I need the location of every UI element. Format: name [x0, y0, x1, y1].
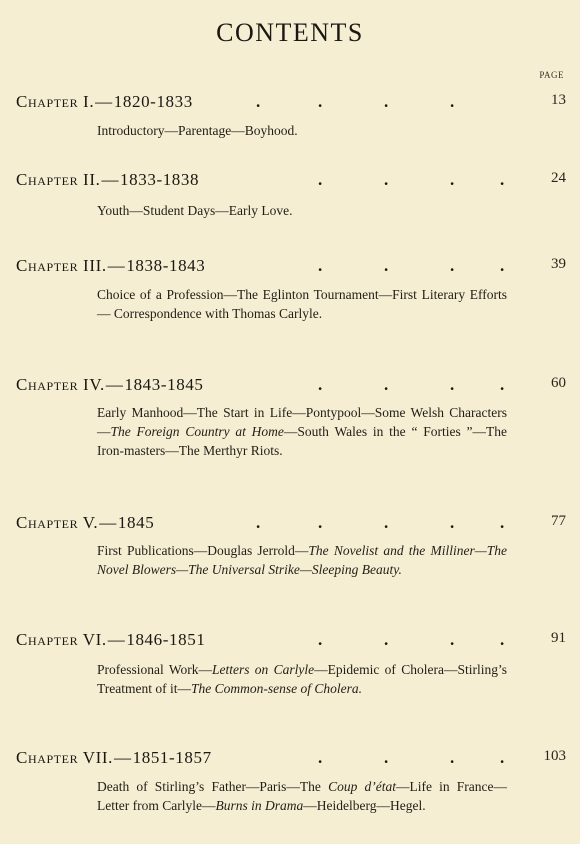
page-number: 91: [551, 630, 566, 646]
description-italic-title: Letters on Carlyle: [211, 662, 315, 677]
page-number: 103: [543, 748, 566, 764]
dot-leader: .: [318, 375, 323, 394]
dot-leader: .: [384, 256, 389, 275]
dot-leader: .: [500, 170, 505, 189]
chapter-label: Chapter V.—1845: [16, 513, 155, 532]
chapter-years: 1820-1833: [113, 92, 193, 111]
page-title: CONTENTS: [216, 18, 364, 47]
dot-leader: .: [450, 256, 455, 275]
dot-leader: .: [384, 92, 389, 111]
chapter-description: [97, 541, 507, 579]
dot-leader: .: [500, 256, 505, 275]
description-text: —South Wales in the “ Forties ”—The Iron-masters—The Merthyr Riots.: [97, 424, 507, 458]
chapter-line[interactable]: [16, 748, 566, 772]
description-text: First Publications—Douglas Jerrold—: [97, 543, 309, 558]
chapter-years: 1846-1851: [126, 630, 206, 649]
dot-leader: .: [256, 513, 261, 532]
chapter-label: Chapter VI.—1846-1851: [16, 630, 206, 649]
chapter-title: Chapter VI.: [16, 630, 107, 649]
chapter-title: Chapter I.: [16, 92, 95, 111]
description-text: —Epidemic of Cholera—Stirling’s Treatment of it—: [97, 662, 507, 696]
chapter-label: Chapter II.—1833-1838: [16, 170, 200, 189]
chapter-description: [97, 121, 507, 140]
description-text: Professional Work—: [97, 662, 212, 677]
description-italic-title: The Novelist and the Milliner—The Novel Blowers—The Universal Strike—Sleeping Beauty.: [97, 543, 507, 577]
chapter-label: Chapter IV.—1843-1845: [16, 375, 204, 394]
dot-leader: .: [318, 92, 323, 111]
dot-leader: .: [318, 170, 323, 189]
description-text: Death of Stirling’s Father—Paris—The: [97, 779, 329, 794]
chapter-line[interactable]: [16, 170, 566, 194]
dot-leader: .: [450, 513, 455, 532]
chapter-label: Chapter VII.—1851-1857: [16, 748, 212, 767]
chapter-description: [97, 403, 507, 460]
chapter-label: Chapter III.—1838-1843: [16, 256, 206, 275]
dot-leader: .: [384, 513, 389, 532]
chapter-description: [97, 660, 507, 698]
dot-leader: .: [500, 513, 505, 532]
dot-leader: .: [318, 256, 323, 275]
dot-leader: .: [318, 748, 323, 767]
page-number: 39: [551, 256, 566, 272]
chapter-description: [97, 201, 507, 220]
description-italic-title: Burns in Drama: [215, 798, 304, 813]
description-text: —Heidelberg—Hegel.: [303, 798, 426, 813]
description-italic-title: The Common-sense of Cholera.: [191, 681, 362, 696]
chapter-title: Chapter VII.: [16, 748, 114, 767]
chapter-years: 1851-1857: [132, 748, 212, 767]
chapter-label: Chapter I.—1820-1833: [16, 92, 193, 111]
chapter-years: 1838-1843: [126, 256, 206, 275]
dot-leader: .: [500, 748, 505, 767]
description-italic-title: Coup d’état: [328, 779, 396, 794]
chapter-line[interactable]: [16, 513, 566, 537]
chapter-years: 1833-1838: [120, 170, 200, 189]
dot-leader: .: [318, 513, 323, 532]
dot-leader: .: [384, 748, 389, 767]
description-text: Youth—Student Days—Early Love.: [97, 203, 293, 218]
dot-leader: .: [500, 630, 505, 649]
chapter-title: Chapter IV.: [16, 375, 105, 394]
description-text: Early Manhood—The Start in Life—Pontypool—Some Welsh Characters—: [97, 405, 507, 439]
dot-leader: .: [384, 170, 389, 189]
chapter-title: Chapter III.: [16, 256, 107, 275]
chapter-line[interactable]: [16, 375, 566, 399]
page-number: 13: [551, 92, 566, 108]
dot-leader: .: [450, 375, 455, 394]
chapter-description: [97, 285, 507, 323]
description-text: —Life in France—Letter from Carlyle—: [97, 779, 508, 813]
chapter-line[interactable]: [16, 92, 566, 116]
chapter-description: [97, 777, 507, 815]
dot-leader: .: [450, 170, 455, 189]
dot-leader: .: [450, 92, 455, 111]
dot-leader: .: [256, 92, 261, 111]
dot-leader: .: [500, 375, 505, 394]
page-column-header: PAGE: [539, 70, 564, 80]
page-number: 24: [551, 170, 566, 186]
chapter-line[interactable]: [16, 630, 566, 654]
chapter-years: 1843-1845: [124, 375, 204, 394]
dot-leader: .: [318, 630, 323, 649]
dot-leader: .: [384, 375, 389, 394]
chapter-title: Chapter II.: [16, 170, 101, 189]
description-italic-title: The Foreign Country at Home: [110, 424, 284, 439]
page-number: 77: [551, 513, 566, 529]
dot-leader: .: [450, 748, 455, 767]
description-text: Introductory—Parentage—Boyhood.: [97, 123, 298, 138]
chapter-title: Chapter V.: [16, 513, 99, 532]
dot-leader: .: [384, 630, 389, 649]
page-number: 60: [551, 375, 566, 391]
description-text: Choice of a Profession—The Eglinton Tournament—First Literary Efforts — Correspondence with Thomas Carlyle.: [97, 287, 507, 321]
dot-leader: .: [450, 630, 455, 649]
chapter-years: 1845: [117, 513, 155, 532]
chapter-line[interactable]: [16, 256, 566, 280]
